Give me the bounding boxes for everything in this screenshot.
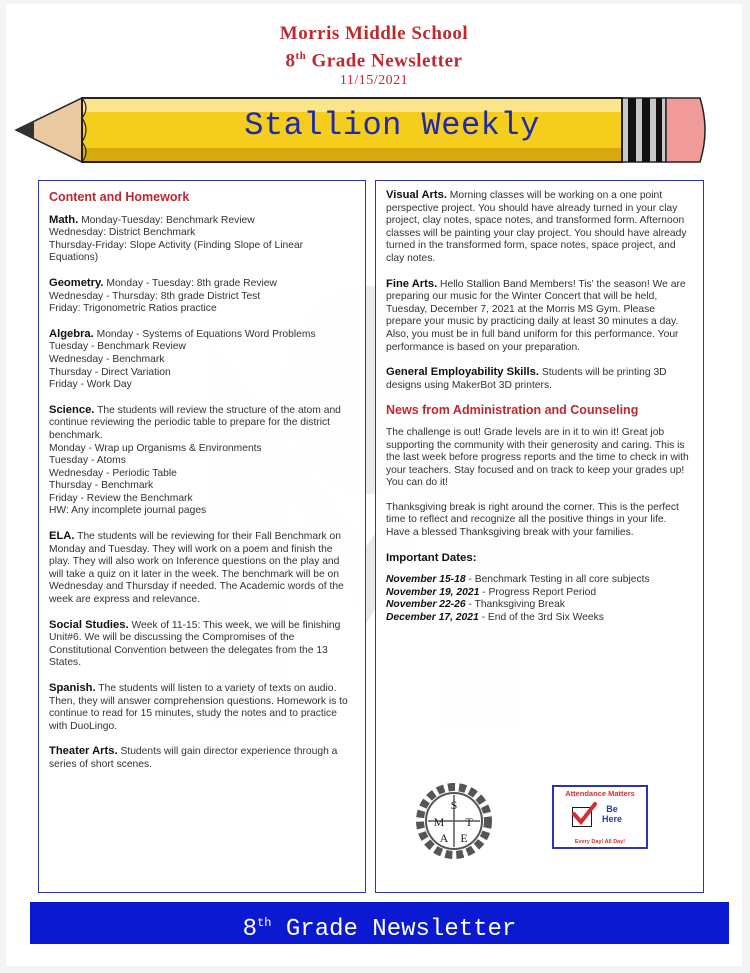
subject-label: ELA. [49,530,75,543]
schedule-line: Friday - Review the Benchmark [49,492,193,504]
checkbox-icon [572,807,592,827]
subject-text: Students will gain director experience through a series of short scenes. [49,746,338,770]
schedule-line: Thursday - Benchmark [49,480,154,492]
subject-text: Morning classes will be working on a one point perspective project. You should have already turned in your clay project, clay notes, space notes, and transformed form. Afternoon classes will be painting your clay project. You should have already turned in the transformed form, space notes, space project, and clay notes. [386,190,687,264]
subject-text: Week of 11-15: This week, we will be finishing Unit#6. We will be discussing the Compromises of the Constitutional Convention between the delegates from the 13 States. [49,619,341,669]
subject-text: Students will be printing 3D designs using MakerBot 3D printers. [386,367,667,391]
subject-label: General Employability Skills. [386,366,539,379]
subject-label: Science. [49,403,95,416]
subject-block [386,366,693,392]
pencil-banner [10,88,722,172]
important-date-item [386,587,693,600]
subject-block [49,277,355,316]
subject-text: Monday - Tuesday: 8th grade Review [103,277,277,289]
subject-text: Hello Stallion Band Members! Tis' the season! We are preparing our music for the Winter Concert that will be held, Tuesday, December 7, 2021 at the Morris MS Gym. Please prepare your music by practicing daily at least 30 minutes a day. Also, you must be in full band uniform for this performance. Your performance is based on your preparation. [386,278,686,353]
subject-paragraph [49,328,355,342]
stae-gear-logo-icon [414,781,494,861]
stae-letter-t: T [465,815,473,829]
arts-admin-column [375,180,704,893]
newsletter-page [6,4,742,966]
subject-paragraph [49,745,355,771]
subject-block [49,619,355,670]
stae-letter-e: E [460,831,468,845]
date-label: November 19, 2021 [386,586,480,598]
subject-text: The students will be reviewing for their Fall Benchmark on Monday and Tuesday. They will work on a poem and finish the play. They will also work on Inference questions on the play and will take a quiz on it later in the week. The benchmark will be on Wednesday and Thursday if needed. The Academic words of the week are express and relevance. [49,531,344,606]
subject-block [49,404,355,518]
subject-label: Math. [49,213,79,226]
checkmark-icon [571,802,597,826]
subject-block [386,278,693,355]
issue-date: 11/15/2021 [339,73,409,89]
subject-paragraph [49,530,355,607]
subject-paragraph [49,404,355,443]
important-dates-heading: Important Dates: [386,551,477,564]
attendance-matters-badge [552,785,648,849]
banner-title: Stallion Weekly [244,107,540,144]
date-description: - Thanksgiving Break [465,599,565,611]
masthead [6,22,742,90]
subject-block [49,530,355,607]
subject-paragraph [49,277,355,291]
schedule-line: Monday - Wrap up Organisms & Environments [49,442,262,454]
important-date-item [386,574,693,587]
important-date-item [386,599,693,612]
content-homework-column [38,180,366,893]
schedule-line: Wednesday - Periodic Table [49,467,177,479]
subject-block [49,214,355,265]
subject-block [49,745,355,771]
subject-label: Geometry. [49,276,104,289]
date-label: December 17, 2021 [386,612,479,624]
subject-label: Theater Arts. [49,745,118,758]
admin-paragraph: Thanksgiving break is right around the corner. This is the perfect time to reflect and recognize all the positive things in your life. Have a blessed Thanksgiving break with your families. [386,501,679,539]
stae-letter-s: S [450,798,458,812]
subject-block [49,682,355,733]
subject-label: Spanish. [49,682,96,694]
attendance-title: Attendance Matters [565,789,635,798]
subject-block [49,328,355,392]
date-label: November 15-18 [386,574,466,586]
subject-paragraph [49,682,355,733]
stae-letter-m: M [433,815,445,829]
schedule-line: Friday - Work Day [49,379,132,391]
subject-text: The students will listen to a variety of texts on audio. Then, they will answer comprehension questions. Homework is to continue to read for 15 minutes, study the notes and to practice with DuoLingo. [49,683,348,732]
subject-text: Monday - Systems of Equations Word Problems [93,328,316,340]
schedule-line: Wednesday - Thursday: 8th grade District Test [49,290,261,302]
subject-text: Monday-Tuesday: Benchmark Review [78,214,255,226]
schedule-line: Tuesday - Atoms [49,455,126,467]
schedule-line: HW: Any incomplete journal pages [49,505,207,517]
subject-label: Visual Arts. [386,189,447,201]
content-homework-heading: Content and Homework [49,190,190,204]
date-label: November 22-26 [386,599,466,611]
schedule-line: Friday: Trigonometric Ratios practice [49,303,217,315]
attendance-footer: Every Day! All Day! [574,839,626,845]
footer-bar [30,902,729,944]
logo-row [376,781,703,861]
schedule-line: Wednesday - Benchmark [49,353,165,365]
admin-paragraph: The challenge is out! Grade levels are in it to win it! Great job supporting the community with their generosity and caring. This is the last week before progress reports and the time to check in with your teachers. Stay focused and on track to keep your grades up! You can do it! [386,426,689,489]
newsletter-title: 8th Grade Newsletter [285,50,463,72]
be-here-text: Be Here [602,804,623,824]
subject-label: Fine Arts. [386,277,438,290]
subject-label: Social Studies. [49,618,129,631]
date-description: - End of the 3rd Six Weeks [478,612,604,624]
footer-title: 8th Grade Newsletter [242,916,517,943]
subject-label: Algebra. [49,327,94,340]
admin-counseling-heading: News from Administration and Counseling [386,403,639,418]
school-name: Morris Middle School [279,23,469,44]
stae-letter-a: A [439,831,449,845]
schedule-line: Wednesday: District Benchmark [49,227,196,239]
date-description: - Benchmark Testing in all core subjects [465,574,650,586]
subject-paragraph [49,214,355,228]
subject-text: The students will review the structure of the atom and continue reviewing the periodic table to prepare for the district benchmark. [49,404,341,441]
schedule-line: Thursday-Friday: Slope Activity (Finding Slope of Linear Equations) [49,239,304,264]
important-date-item [386,612,693,625]
schedule-line: Tuesday - Benchmark Review [49,341,186,353]
subject-paragraph [49,619,355,670]
date-description: - Progress Report Period [479,586,597,598]
schedule-line: Thursday - Direct Variation [49,366,171,378]
subject-block [386,189,693,266]
